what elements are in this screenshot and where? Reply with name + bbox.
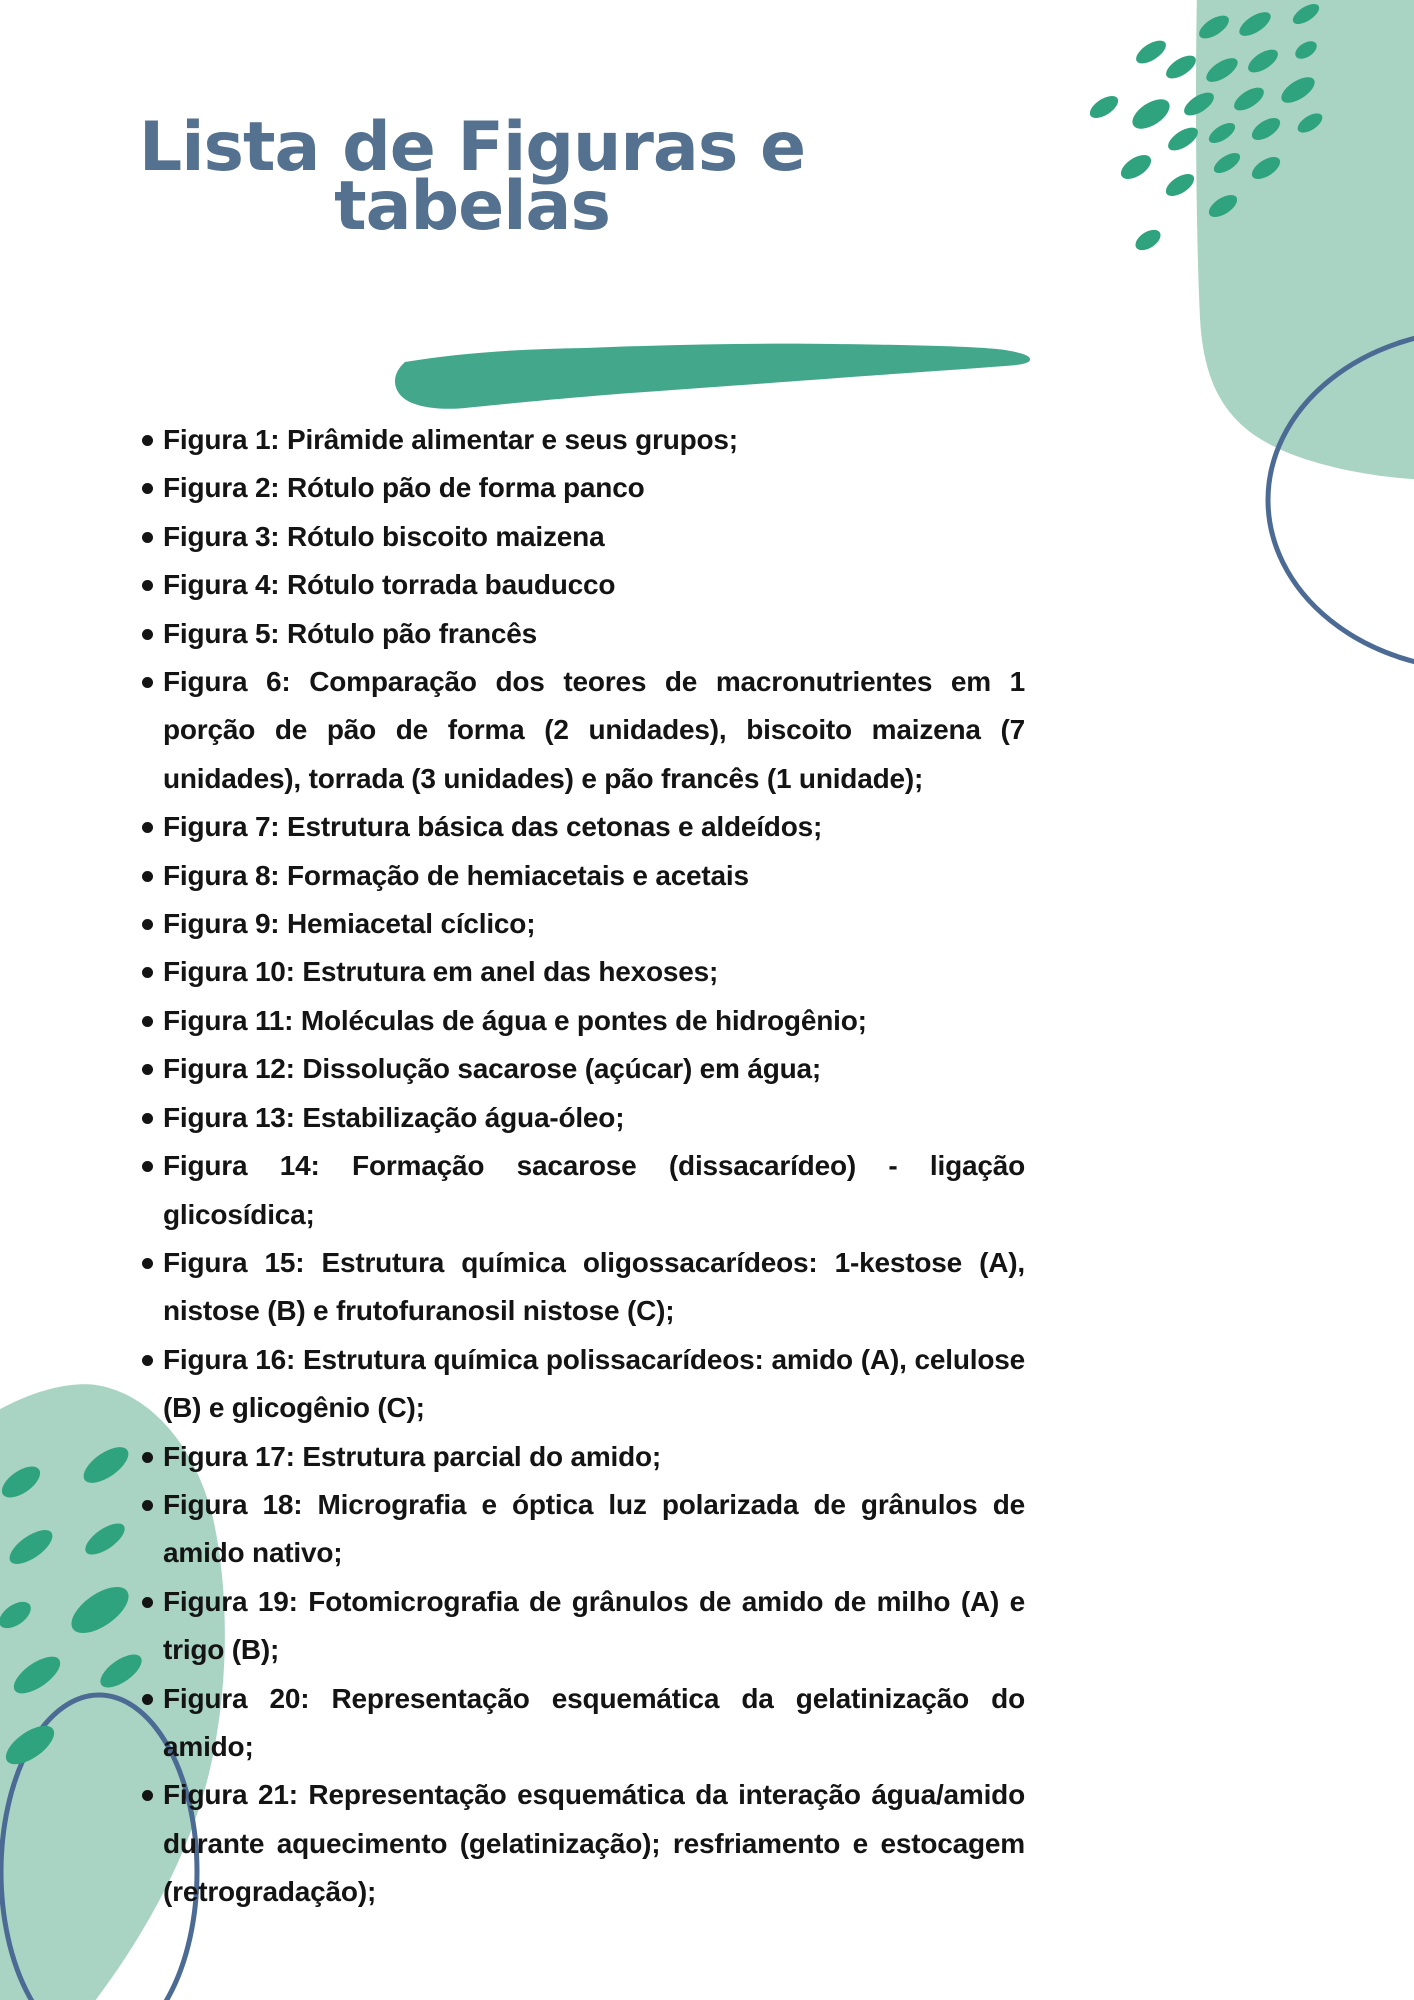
list-item-text: Figura 14: Formação sacarose (dissacarídeo) - ligação glicosídica; [163, 1150, 1025, 1230]
page-title-line-2: tabelas [334, 167, 610, 247]
list-item-text: Figura 7: Estrutura básica das cetonas e aldeídos; [163, 811, 823, 843]
page-title-line-1: Lista de Figuras e [138, 108, 806, 187]
list-item [140, 610, 1025, 658]
confetti-dot [1132, 36, 1169, 68]
list-item [140, 561, 1025, 609]
list-item-text: Figura 10: Estrutura em anel das hexoses; [163, 956, 719, 988]
list-item-text: Figura 13: Estabilização água-óleo; [163, 1101, 625, 1133]
confetti-dot [1164, 123, 1201, 155]
list-item-text: Figura 1: Pirâmide alimentar e seus grupos; [163, 424, 738, 455]
list-item-text: Figura 11: Moléculas de água e pontes de hidrogênio; [163, 1004, 867, 1036]
list-item [140, 658, 1025, 803]
list-item [140, 803, 1025, 851]
list-item [140, 900, 1025, 948]
list-item-text: Figura 9: Hemiacetal cíclico; [163, 908, 536, 940]
page-title [90, 108, 854, 247]
list-item [140, 1336, 1025, 1433]
list-item [140, 513, 1025, 561]
list-item [140, 1094, 1025, 1142]
list-item [140, 1481, 1025, 1578]
list-item-text: Figura 5: Rótulo pão francês [163, 617, 537, 649]
confetti-dot [1162, 170, 1198, 201]
list-item [140, 416, 1025, 464]
list-item-text: Figura 15: Estrutura química oligossacarídeos: 1-kestose (A), nistose (B) e frutofuranosil nistose (C); [163, 1246, 1025, 1327]
confetti-dot [1086, 92, 1122, 123]
list-item [140, 464, 1025, 512]
figures-list [140, 416, 1025, 1917]
confetti-dot [1162, 51, 1199, 83]
list-item-text: Figura 4: Rótulo torrada bauducco [163, 569, 616, 601]
list-item [140, 1771, 1025, 1916]
confetti-dot [1127, 93, 1174, 134]
list-item [140, 1433, 1025, 1481]
list-item [140, 852, 1025, 900]
title-brush-stroke [385, 342, 1032, 410]
list-item [140, 1675, 1025, 1772]
confetti-dot [1132, 226, 1164, 255]
list-item-text: Figura 16: Estrutura química polissacarídeos: amido (A), celulose (B) e glicogênio (C); [163, 1343, 1025, 1424]
list-item-text: Figura 3: Rótulo biscoito maizena [163, 520, 605, 552]
list-item-text: Figura 8: Formação de hemiacetais e acetais [163, 859, 749, 891]
list-item-text: Figura 21: Representação esquemática da interação água/amido durante aquecimento (gelatinização); resfriamento e estocagem (retrogradação); [163, 1779, 1025, 1908]
list-item [140, 948, 1025, 996]
list-item [140, 1578, 1025, 1675]
list-item [140, 997, 1025, 1045]
list-item-text: Figura 12: Dissolução sacarose (açúcar) em água; [163, 1053, 821, 1085]
list-item [140, 1142, 1025, 1239]
list-item-text: Figura 18: Micrografia e óptica luz polarizada de grânulos de amido nativo; [163, 1488, 1025, 1569]
list-item [140, 1239, 1025, 1336]
list-item-text: Figura 17: Estrutura parcial do amido; [163, 1440, 662, 1472]
confetti-dot [1117, 150, 1155, 184]
list-item-text: Figura 6: Comparação dos teores de macronutrientes em 1 porção de pão de forma (2 unidades), biscoito maizena (7 unidades), torrada (3 unidades) e pão francês (1 unidade); [163, 666, 1025, 794]
list-item-text: Figura 2: Rótulo pão de forma panco [163, 472, 645, 504]
list-item-text: Figura 20: Representação esquemática da gelatinização do amido; [163, 1682, 1025, 1762]
brush-stroke-shape [395, 344, 1030, 409]
list-item-text: Figura 19: Fotomicrografia de grânulos de amido de milho (A) e trigo (B); [163, 1585, 1025, 1666]
list-item [140, 1045, 1025, 1093]
